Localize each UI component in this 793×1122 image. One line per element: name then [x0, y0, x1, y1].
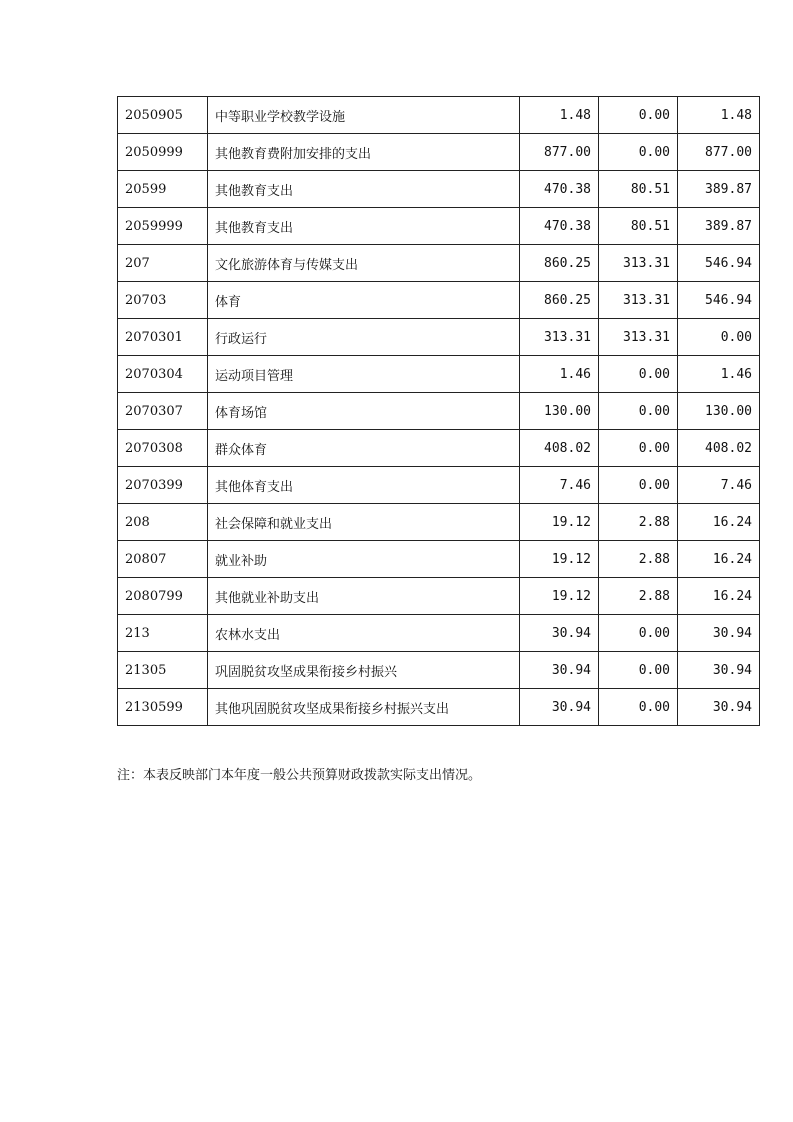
row-name: 其他教育费附加安排的支出: [208, 134, 520, 171]
row-project: 30.94: [678, 689, 760, 726]
row-project: 546.94: [678, 282, 760, 319]
row-total: 30.94: [520, 615, 599, 652]
table-row: [118, 467, 760, 504]
row-name: 体育: [208, 282, 520, 319]
table-row: [118, 208, 760, 245]
row-name: 其他教育支出: [208, 208, 520, 245]
row-basic: 80.51: [599, 171, 678, 208]
row-total: 860.25: [520, 282, 599, 319]
row-total: 470.38: [520, 208, 599, 245]
row-name: 其他就业补助支出: [208, 578, 520, 615]
table-row: [118, 541, 760, 578]
row-name: 运动项目管理: [208, 356, 520, 393]
row-project: 16.24: [678, 504, 760, 541]
row-name: 农林水支出: [208, 615, 520, 652]
row-project: 1.48: [678, 97, 760, 134]
row-basic: 313.31: [599, 245, 678, 282]
table-row: [118, 430, 760, 467]
expenditure-table: [117, 96, 760, 726]
row-total: 860.25: [520, 245, 599, 282]
row-code: 2070304: [118, 356, 208, 393]
row-basic: 0.00: [599, 652, 678, 689]
row-total: 877.00: [520, 134, 599, 171]
row-basic: 313.31: [599, 282, 678, 319]
table-row: [118, 171, 760, 208]
row-project: 7.46: [678, 467, 760, 504]
row-code: 2070308: [118, 430, 208, 467]
table-row: [118, 319, 760, 356]
row-project: 1.46: [678, 356, 760, 393]
table-row: [118, 282, 760, 319]
table-footnote: 注：本表反映部门本年度一般公共预算财政拨款实际支出情况。: [117, 768, 482, 783]
row-basic: 0.00: [599, 356, 678, 393]
table-row: [118, 97, 760, 134]
row-code: 20599: [118, 171, 208, 208]
row-basic: 0.00: [599, 393, 678, 430]
row-name: 就业补助: [208, 541, 520, 578]
row-code: 2080799: [118, 578, 208, 615]
row-name: 行政运行: [208, 319, 520, 356]
table-row: [118, 578, 760, 615]
row-basic: 2.88: [599, 541, 678, 578]
row-total: 30.94: [520, 689, 599, 726]
row-name: 其他体育支出: [208, 467, 520, 504]
row-basic: 0.00: [599, 467, 678, 504]
row-total: 30.94: [520, 652, 599, 689]
row-total: 130.00: [520, 393, 599, 430]
row-total: 19.12: [520, 541, 599, 578]
row-total: 19.12: [520, 578, 599, 615]
row-code: 213: [118, 615, 208, 652]
row-name: 中等职业学校教学设施: [208, 97, 520, 134]
row-code: 21305: [118, 652, 208, 689]
row-code: 2070301: [118, 319, 208, 356]
row-project: 130.00: [678, 393, 760, 430]
row-code: 207: [118, 245, 208, 282]
row-basic: 2.88: [599, 504, 678, 541]
row-total: 1.48: [520, 97, 599, 134]
row-basic: 0.00: [599, 430, 678, 467]
table-row: [118, 689, 760, 726]
row-project: 408.02: [678, 430, 760, 467]
row-total: 1.46: [520, 356, 599, 393]
row-total: 19.12: [520, 504, 599, 541]
row-total: 7.46: [520, 467, 599, 504]
row-basic: 80.51: [599, 208, 678, 245]
row-name: 巩固脱贫攻坚成果衔接乡村振兴: [208, 652, 520, 689]
row-basic: 0.00: [599, 615, 678, 652]
row-project: 389.87: [678, 208, 760, 245]
table-row: [118, 393, 760, 430]
row-name: 群众体育: [208, 430, 520, 467]
table-row: [118, 615, 760, 652]
row-code: 2050905: [118, 97, 208, 134]
row-project: 30.94: [678, 652, 760, 689]
row-basic: 0.00: [599, 689, 678, 726]
row-total: 408.02: [520, 430, 599, 467]
table-row: [118, 356, 760, 393]
row-name: 体育场馆: [208, 393, 520, 430]
row-name: 社会保障和就业支出: [208, 504, 520, 541]
row-code: 208: [118, 504, 208, 541]
row-project: 16.24: [678, 578, 760, 615]
row-code: 2059999: [118, 208, 208, 245]
row-name: 其他巩固脱贫攻坚成果衔接乡村振兴支出: [208, 689, 520, 726]
table-row: [118, 504, 760, 541]
row-code: 20703: [118, 282, 208, 319]
row-code: 2070307: [118, 393, 208, 430]
table-row: [118, 134, 760, 171]
row-basic: 0.00: [599, 97, 678, 134]
row-project: 30.94: [678, 615, 760, 652]
row-code: 2050999: [118, 134, 208, 171]
row-basic: 2.88: [599, 578, 678, 615]
row-basic: 313.31: [599, 319, 678, 356]
row-project: 0.00: [678, 319, 760, 356]
row-total: 313.31: [520, 319, 599, 356]
row-total: 470.38: [520, 171, 599, 208]
row-project: 16.24: [678, 541, 760, 578]
expenditure-table-body: [118, 97, 760, 726]
row-name: 文化旅游体育与传媒支出: [208, 245, 520, 282]
row-code: 20807: [118, 541, 208, 578]
row-code: 2070399: [118, 467, 208, 504]
table-row: [118, 245, 760, 282]
row-project: 546.94: [678, 245, 760, 282]
row-project: 877.00: [678, 134, 760, 171]
row-name: 其他教育支出: [208, 171, 520, 208]
table-row: [118, 652, 760, 689]
row-code: 2130599: [118, 689, 208, 726]
row-basic: 0.00: [599, 134, 678, 171]
row-project: 389.87: [678, 171, 760, 208]
